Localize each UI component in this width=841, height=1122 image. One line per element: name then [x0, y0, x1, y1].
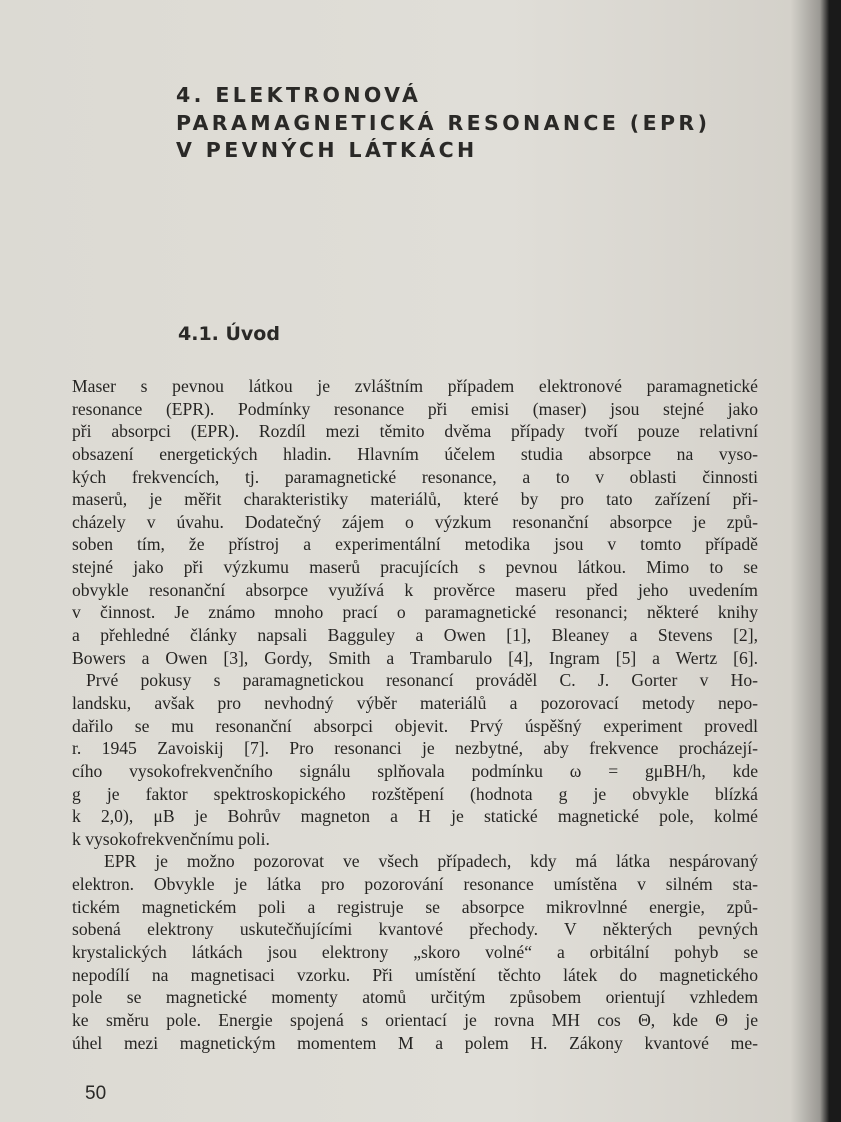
- text-line: Bowers a Owen [3], Gordy, Smith a Trambarulo [4], Ingram [5] a Wertz [6].: [72, 647, 758, 668]
- text-line: r. 1945 Zavoiskij [7]. Pro resonanci je nezbytné, aby frekvence procházejí-: [72, 738, 758, 759]
- text-line: Maser s pevnou látkou je zvláštním případem elektronové paramagnetické: [72, 376, 758, 396]
- text-line: kých frekvencích, tj. paramagnetické resonance, a to v oblasti činnosti: [72, 466, 758, 487]
- text-line: maserů, je měřit charakteristiky materiálů, které by pro tato zařízení při-: [72, 489, 758, 510]
- text-line: soben tím, že přístroj a experimentální metodika jsou v tomto případě: [72, 534, 758, 555]
- text-line: EPR je možno pozorovat ve všech případech, kdy má látka nespárovaný: [104, 851, 758, 872]
- text-line: cího vysokofrekvenčního signálu splňovala podmínku ω = gμBH/h, kde: [72, 760, 758, 781]
- text-line: stejné jako při výzkumu maserů pracujících s pevnou látkou. Mimo to se: [72, 557, 758, 578]
- text-line: obsazení energetických hladin. Hlavním účelem studia absorpce na vyso-: [72, 443, 758, 464]
- text-line: k vysokofrekvenčnímu poli.: [72, 828, 270, 849]
- chapter-title-line: PARAMAGNETICKÁ RESONANCE (EPR): [176, 110, 711, 135]
- text-line: Prvé pokusy s paramagnetickou resonancí prováděl C. J. Gorter v Ho-: [86, 670, 758, 691]
- chapter-title-line: 4. ELEKTRONOVÁ: [176, 83, 422, 107]
- text-line: pole se magnetické momenty atomů určitým způsobem orientují vzhledem: [72, 987, 758, 1008]
- chapter-title: [176, 82, 736, 165]
- text-line: v činnost. Je známo mnoho prací o paramagnetické resonanci; některé knihy: [72, 602, 758, 623]
- chapter-title-line: V PEVNÝCH LÁTKÁCH: [176, 138, 478, 162]
- text-line: a přehledné články napsali Bagguley a Owen [1], Bleaney a Stevens [2],: [72, 625, 758, 646]
- text-line: při absorpci (EPR). Rozdíl mezi těmito dvěma případy tvoří pouze relativní: [72, 421, 758, 442]
- text-line: dařilo se mu resonanční absorpci objevit. Prvý úspěšný experiment provedl: [72, 715, 758, 736]
- body-text: [72, 375, 758, 1054]
- page-number: 50: [85, 1083, 107, 1104]
- text-line: tickém magnetickém poli a registruje se absorpce mikrovlnné energie, způ-: [72, 896, 758, 917]
- text-line: nepodílí na magnetisaci vzorku. Při umístění těchto látek do magnetického: [72, 964, 758, 985]
- text-line: úhel mezi magnetickým momentem M a polem H. Zákony kvantové me-: [72, 1032, 758, 1053]
- text-line: sobená elektrony uskutečňujícími kvantové přechody. V některých pevných: [72, 919, 758, 940]
- text-line: elektron. Obvykle je látka pro pozorování resonance umístěna v silném sta-: [72, 874, 758, 895]
- text-line: ke směru pole. Energie spojená s orientací je rovna MH cos Θ, kde Θ je: [72, 1009, 758, 1030]
- text-line: resonance (EPR). Podmínky resonance při emisi (maser) jsou stejné jako: [72, 398, 758, 419]
- text-line: k 2,0), μB je Bohrův magneton a H je statické magnetické pole, kolmé: [72, 806, 758, 827]
- section-title: 4.1. Úvod: [178, 323, 280, 345]
- text-line: landsku, avšak pro nevhodný výběr materiálů a pozorovací metody nepo-: [72, 692, 758, 713]
- text-line: obvykle resonanční absorpce využívá k prověrce maseru před jeho uvedením: [72, 579, 758, 600]
- text-line: cházely v úvahu. Dodatečný zájem o výzkum resonanční absorpce je způ-: [72, 511, 758, 532]
- text-line: g je faktor spektroskopického rozštěpení (hodnota g je obvykle blízká: [72, 783, 758, 804]
- text-line: krystalických látkách jsou elektrony „skoro volné“ a orbitální pohyb se: [72, 942, 758, 963]
